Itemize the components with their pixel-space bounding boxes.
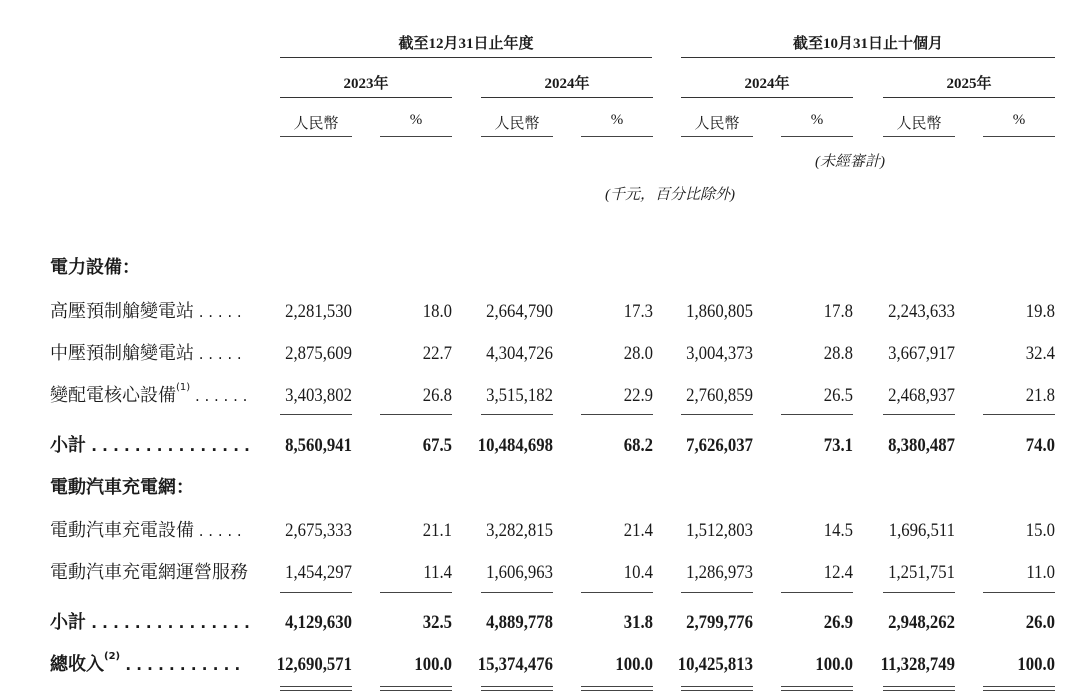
row-label: 總收入$^{(2)}$ . . . bbox=[50, 650, 250, 680]
year-header-2023: 2023年 bbox=[343, 76, 389, 92]
col-rule bbox=[581, 136, 653, 137]
subtotal-rule bbox=[883, 414, 955, 415]
value-2024-pct: 21.4 bbox=[623, 520, 653, 541]
total-rule bbox=[883, 690, 955, 691]
value-2024m-pct: 14.5 bbox=[823, 520, 853, 541]
total-rule bbox=[581, 690, 653, 691]
value-2023-rmb: 1,454,297 bbox=[285, 562, 352, 583]
subtotal-rule bbox=[380, 414, 452, 415]
value-2024m-rmb: 3,004,373 bbox=[686, 343, 753, 364]
value-2023-pct: 67.5 bbox=[422, 435, 452, 456]
row-label: 電動汽車充電網運營服務 . . . bbox=[50, 558, 250, 588]
value-2024m-rmb: 2,799,776 bbox=[686, 612, 753, 633]
group-rule-2 bbox=[681, 57, 1055, 58]
row-label: 電動汽車充電設備 . . . bbox=[50, 516, 250, 546]
value-2025-pct: 11.0 bbox=[1026, 562, 1055, 583]
col-header-rmb: 人民幣 bbox=[293, 116, 339, 132]
subtotal-rule bbox=[380, 592, 452, 593]
row-label: 小計 . . . bbox=[50, 431, 250, 461]
value-2023-rmb: 2,675,333 bbox=[285, 520, 352, 541]
footnote-marker: (1) bbox=[176, 382, 191, 393]
table-row-core-equipment bbox=[0, 381, 1080, 411]
value-2024m-rmb: 1,860,805 bbox=[686, 301, 753, 322]
value-2023-rmb: 2,875,609 bbox=[285, 343, 352, 364]
value-2024-pct: 10.4 bbox=[623, 562, 653, 583]
value-2023-pct: 26.8 bbox=[422, 385, 452, 406]
value-2024m-rmb: 7,626,037 bbox=[686, 435, 753, 456]
value-2024m-pct: 12.4 bbox=[823, 562, 853, 583]
subtotal-rule bbox=[983, 414, 1055, 415]
table-row-medium-voltage-substation bbox=[0, 339, 1080, 369]
table-row-ev-operation-services bbox=[0, 558, 1080, 588]
value-2025-rmb: 11,328,749 bbox=[880, 654, 955, 675]
value-2024-pct: 100.0 bbox=[615, 654, 653, 675]
year-rule-4 bbox=[883, 97, 1055, 98]
col-rule bbox=[781, 136, 853, 137]
section-title-ev-charging: 電動汽車充電網： bbox=[50, 477, 194, 498]
value-2024-rmb: 1,606,963 bbox=[486, 562, 553, 583]
year-header-2024-ten-months: 2024年 bbox=[744, 76, 790, 92]
subtotal-rule bbox=[781, 414, 853, 415]
col-rule bbox=[481, 136, 553, 137]
row-label: 小計 . . . bbox=[50, 608, 250, 638]
value-2025-rmb: 2,948,262 bbox=[888, 612, 955, 633]
total-rule bbox=[280, 686, 352, 687]
value-2025-rmb: 2,243,633 bbox=[888, 301, 955, 322]
col-header-rmb: 人民幣 bbox=[694, 116, 740, 132]
subtotal-rule bbox=[581, 414, 653, 415]
subtotal-rule bbox=[983, 592, 1055, 593]
subtotal-rule bbox=[481, 592, 553, 593]
subtotal-rule bbox=[781, 592, 853, 593]
table-row-ev-charging-equipment bbox=[0, 516, 1080, 546]
subtotal-rule bbox=[581, 592, 653, 593]
value-2024-rmb: 15,374,476 bbox=[477, 654, 553, 675]
value-2024-pct: 28.0 bbox=[623, 343, 653, 364]
group-rule-1 bbox=[280, 57, 652, 58]
unit-note: (千元，百分比除外) bbox=[605, 187, 735, 203]
total-rule bbox=[481, 686, 553, 687]
value-2024-rmb: 3,515,182 bbox=[486, 385, 553, 406]
value-2023-rmb: 2,281,530 bbox=[285, 301, 352, 322]
unaudited-note: (未經審計) bbox=[815, 154, 885, 170]
value-2023-rmb: 3,403,802 bbox=[285, 385, 352, 406]
col-header-rmb: 人民幣 bbox=[896, 116, 942, 132]
subtotal-rule bbox=[481, 414, 553, 415]
period-header-year-ended: 截至12月31日止年度 bbox=[398, 36, 534, 52]
total-rule bbox=[883, 686, 955, 687]
table-row-high-voltage-substation bbox=[0, 297, 1080, 327]
value-2024-pct: 68.2 bbox=[623, 435, 653, 456]
value-2023-pct: 100.0 bbox=[414, 654, 452, 675]
value-2023-rmb: 4,129,630 bbox=[285, 612, 352, 633]
value-2025-rmb: 2,468,937 bbox=[888, 385, 955, 406]
col-header-percent: % bbox=[610, 112, 624, 128]
col-rule bbox=[380, 136, 452, 137]
col-header-percent: % bbox=[1012, 112, 1026, 128]
col-rule bbox=[983, 136, 1055, 137]
total-rule bbox=[781, 690, 853, 691]
value-2025-pct: 21.8 bbox=[1025, 385, 1055, 406]
total-rule bbox=[681, 690, 753, 691]
value-2024-rmb: 2,664,790 bbox=[486, 301, 553, 322]
total-rule bbox=[983, 686, 1055, 687]
value-2025-rmb: 8,380,487 bbox=[888, 435, 955, 456]
value-2023-pct: 22.7 bbox=[422, 343, 452, 364]
value-2025-pct: 19.8 bbox=[1025, 301, 1055, 322]
value-2025-pct: 26.0 bbox=[1025, 612, 1055, 633]
subtotal-rule bbox=[280, 592, 352, 593]
total-rule bbox=[280, 690, 352, 691]
value-2025-pct: 32.4 bbox=[1025, 343, 1055, 364]
value-2024-rmb: 3,282,815 bbox=[486, 520, 553, 541]
subtotal-rule bbox=[681, 592, 753, 593]
year-rule-1 bbox=[280, 97, 452, 98]
year-header-2024: 2024年 bbox=[544, 76, 590, 92]
period-header-ten-months: 截至10月31日止十個月 bbox=[792, 36, 943, 52]
col-header-percent: % bbox=[409, 112, 423, 128]
col-rule bbox=[883, 136, 955, 137]
value-2024-rmb: 4,304,726 bbox=[486, 343, 553, 364]
row-label: 高壓預制艙變電站 . . . bbox=[50, 297, 250, 327]
col-header-percent: % bbox=[810, 112, 824, 128]
value-2025-pct: 15.0 bbox=[1025, 520, 1055, 541]
value-2024-rmb: 10,484,698 bbox=[477, 435, 553, 456]
total-rule bbox=[581, 686, 653, 687]
value-2023-pct: 11.4 bbox=[423, 562, 452, 583]
table-row-total-revenue bbox=[0, 650, 1080, 680]
total-rule bbox=[380, 690, 452, 691]
total-rule bbox=[380, 686, 452, 687]
total-rule bbox=[481, 690, 553, 691]
total-rule bbox=[781, 686, 853, 687]
subtotal-rule bbox=[883, 592, 955, 593]
table-row-subtotal-power bbox=[0, 431, 1080, 461]
table-row-subtotal-ev bbox=[0, 608, 1080, 638]
value-2025-rmb: 1,696,511 bbox=[888, 520, 955, 541]
value-2023-rmb: 8,560,941 bbox=[285, 435, 352, 456]
col-header-rmb: 人民幣 bbox=[494, 116, 540, 132]
value-2024-rmb: 4,889,778 bbox=[486, 612, 553, 633]
value-2024m-rmb: 2,760,859 bbox=[686, 385, 753, 406]
col-rule bbox=[681, 136, 753, 137]
value-2025-rmb: 3,667,917 bbox=[888, 343, 955, 364]
subtotal-rule bbox=[681, 414, 753, 415]
value-2024m-pct: 26.5 bbox=[823, 385, 853, 406]
value-2024m-pct: 100.0 bbox=[815, 654, 853, 675]
value-2024-pct: 17.3 bbox=[623, 301, 653, 322]
value-2024-pct: 31.8 bbox=[623, 612, 653, 633]
total-rule bbox=[983, 690, 1055, 691]
year-rule-3 bbox=[681, 97, 853, 98]
col-rule bbox=[280, 136, 352, 137]
value-2024m-pct: 26.9 bbox=[823, 612, 853, 633]
value-2023-pct: 21.1 bbox=[422, 520, 452, 541]
value-2024m-rmb: 10,425,813 bbox=[677, 654, 753, 675]
section-title-power-equipment: 電力設備： bbox=[50, 257, 140, 278]
value-2023-pct: 32.5 bbox=[422, 612, 452, 633]
year-rule-2 bbox=[481, 97, 653, 98]
total-rule bbox=[681, 686, 753, 687]
value-2023-pct: 18.0 bbox=[422, 301, 452, 322]
value-2024m-pct: 73.1 bbox=[823, 435, 853, 456]
year-header-2025: 2025年 bbox=[946, 76, 992, 92]
value-2025-pct: 74.0 bbox=[1025, 435, 1055, 456]
value-2024m-rmb: 1,512,803 bbox=[686, 520, 753, 541]
value-2024m-pct: 17.8 bbox=[823, 301, 853, 322]
value-2024-pct: 22.9 bbox=[623, 385, 653, 406]
value-2024m-pct: 28.8 bbox=[823, 343, 853, 364]
footnote-marker: (2) bbox=[104, 651, 121, 662]
subtotal-rule bbox=[280, 414, 352, 415]
row-label: 變配電核心設備$^{(1)}$ . . . bbox=[50, 381, 250, 411]
value-2023-rmb: 12,690,571 bbox=[276, 654, 352, 675]
row-label: 中壓預制艙變電站 . . . bbox=[50, 339, 250, 369]
value-2025-pct: 100.0 bbox=[1017, 654, 1055, 675]
value-2024m-rmb: 1,286,973 bbox=[686, 562, 753, 583]
value-2025-rmb: 1,251,751 bbox=[888, 562, 955, 583]
